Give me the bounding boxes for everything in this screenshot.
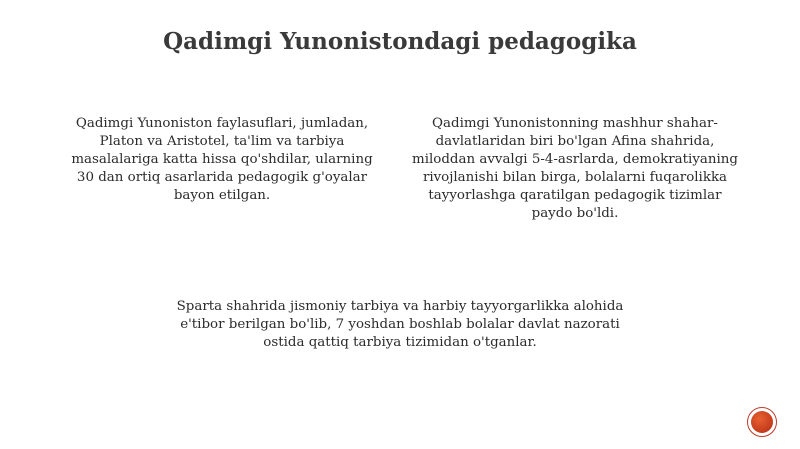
paragraph-sparta-education: Sparta shahrida jismoniy tarbiya va harbiy tayyorgarlikka alohida e'tibor berilgan bo'lib, 7 yoshdan boshlab bolalar davlat nazorati ostida qattiq tarbiya tizimidan o'tganlar.	[176, 299, 624, 350]
slide-title: Qadimgi Yunonistondagi pedagogika	[163, 28, 637, 55]
paragraph-athens-philosophers: Qadimgi Yunoniston faylasuflari, jumladan, Platon va Aristotel, ta'lim va tarbiya masalalariga katta hissa qo'shdilar, ularning 30 dan ortiq asarlarida pedagogik g'oyalar bayon etilgan.	[71, 116, 373, 203]
paragraph-athens-education: Qadimgi Yunonistonning mashhur shahar- davlatlaridan biri bo'lgan Afina shahrida, miloddan avvalgi 5-4-asrlarda, demokratiyaning rivojlanishi bilan birga, bolalarni fuqarolikka tayyorlashga qaratilgan pedagogik tizimlar paydo bo'ldi.	[412, 116, 738, 221]
next-slide-button[interactable]	[747, 407, 777, 437]
circle-button-icon	[751, 411, 773, 433]
